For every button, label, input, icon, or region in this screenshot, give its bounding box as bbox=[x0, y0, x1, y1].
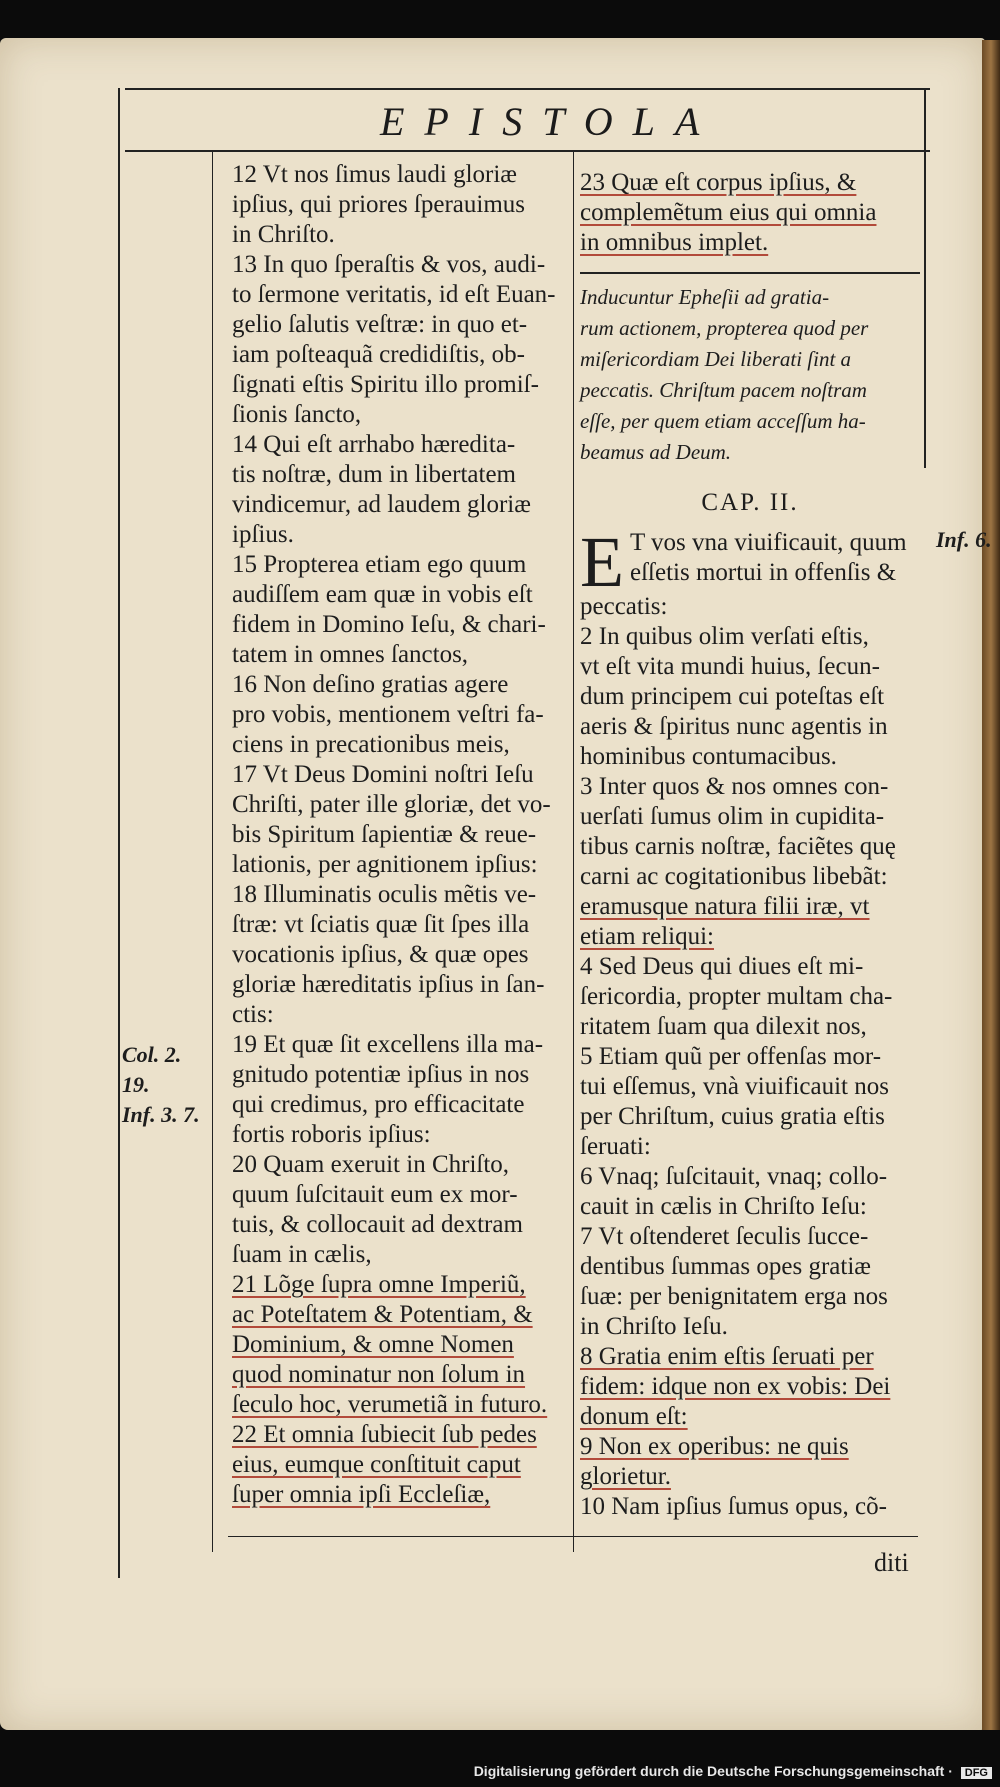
text-line: ſignati eſtis Spiritu illo promiſ- bbox=[232, 371, 539, 398]
outer-left-rule bbox=[118, 88, 120, 1578]
text-line: 10 Nam ipſius ſumus opus, cõ- bbox=[580, 1493, 887, 1520]
text-line: ciens in precationibus meis, bbox=[232, 731, 510, 758]
text-line: pro vobis, mentionem veſtri fa- bbox=[232, 701, 544, 728]
text-line: tibus carnis noſtræ, faciẽtes quę bbox=[580, 833, 896, 860]
text-line: cauit in cælis in Chriſto Ieſu: bbox=[580, 1193, 867, 1220]
summary-line: eſſe, per quem etiam acceſſum ha- bbox=[580, 409, 866, 433]
text-line: ctis: bbox=[232, 1001, 274, 1028]
text-line: eſſetis mortui in offenſis & bbox=[629, 559, 897, 586]
text-line: 7 Vt oſtenderet ſeculis ſucce- bbox=[580, 1223, 869, 1250]
summary-line: beamus ad Deum. bbox=[580, 440, 732, 464]
underlined-line: 23 Quæ eſt corpus ipſius, & bbox=[580, 169, 857, 196]
underlined-line: Dominium, & omne Nomen bbox=[232, 1331, 514, 1358]
text-line: ſericordia, propter multam cha- bbox=[580, 983, 893, 1010]
text-line: dum principem cui poteſtas eſt bbox=[580, 683, 885, 710]
text-line: uerſati ſumus olim in cupidita- bbox=[580, 803, 885, 830]
underlined-line: etiam reliqui: bbox=[580, 923, 714, 950]
text-line: 5 Etiam quũ per offenſas mor- bbox=[580, 1043, 882, 1070]
text-line: ritatem ſuam qua dilexit nos, bbox=[580, 1013, 867, 1040]
text-line: tuis, & collocauit ad dextram bbox=[232, 1211, 523, 1238]
text-line: qui credimus, pro efficacitate bbox=[232, 1091, 525, 1118]
underlined-line: quod nominatur non ſolum in bbox=[232, 1361, 526, 1388]
text-line: ſtræ: vt ſciatis quæ ſit ſpes illa bbox=[232, 911, 530, 938]
header-bottom-rule bbox=[125, 150, 930, 152]
text-line: ſionis ſancto, bbox=[232, 401, 362, 428]
text-line: 18 Illuminatis oculis mẽtis ve- bbox=[232, 881, 537, 908]
margin-note-line: Inf. 3. 7. bbox=[122, 1102, 200, 1127]
underlined-line: complemẽtum eius qui omnia bbox=[580, 199, 877, 226]
text-line: 13 In quo ſperaſtis & vos, audi- bbox=[232, 251, 546, 278]
text-line: audiſſem eam quæ in vobis eſt bbox=[232, 581, 533, 608]
page-edge bbox=[982, 40, 1000, 1730]
text-line: hominibus contumacibus. bbox=[580, 743, 837, 770]
text-line: quum ſuſcitauit eum ex mor- bbox=[232, 1181, 518, 1208]
underlined-line: 21 Lõge ſupra omne Imperiũ, bbox=[232, 1271, 526, 1298]
text-line: tis noſtræ, dum in libertatem bbox=[232, 461, 516, 488]
text-line: aeris & ſpiritus nunc agentis in bbox=[580, 713, 888, 740]
text-line: ſeruati: bbox=[580, 1133, 651, 1160]
text-line: tui eſſemus, vnà viuificauit nos bbox=[580, 1073, 889, 1100]
underlined-line: 8 Gratia enim eſtis ſeruati per bbox=[580, 1343, 874, 1370]
text-line: vocationis ipſius, & quæ opes bbox=[232, 941, 529, 968]
margin-note-line: 19. bbox=[122, 1072, 150, 1097]
dfg-logo: DFG bbox=[961, 1767, 992, 1779]
text-line: 20 Quam exeruit in Chriſto, bbox=[232, 1151, 510, 1178]
text-line: T vos vna viuificauit, quum bbox=[629, 529, 907, 556]
credit-text: Digitalisierung gefördert durch die Deutsche Forschungsgemeinschaft · bbox=[473, 1763, 953, 1779]
running-head: EPISTOLA bbox=[380, 99, 720, 144]
underlined-line: 22 Et omnia ſubiecit ſub pedes bbox=[232, 1421, 537, 1448]
text-line: gelio ſalutis veſtræ: in quo et- bbox=[232, 311, 528, 338]
text-line: 17 Vt Deus Domini noſtri Ieſu bbox=[232, 761, 534, 788]
text-line: vt eſt vita mundi huius, ſecun- bbox=[580, 653, 880, 680]
underlined-line: ſuper omnia ipſi Eccleſiæ, bbox=[232, 1481, 491, 1508]
summary-line: Inducuntur Epheſii ad gratia- bbox=[580, 285, 830, 309]
text-line: gloriæ hæreditatis ipſius in ſan- bbox=[232, 971, 545, 998]
text-line: Chriſti, pater ille gloriæ, det vo- bbox=[232, 791, 551, 818]
underlined-line: eius, eumque conſtituit caput bbox=[232, 1451, 521, 1478]
text-line: per Chriſtum, cuius gratia eſtis bbox=[580, 1103, 885, 1130]
text-line: 14 Qui eſt arrhabo hæredita- bbox=[232, 431, 516, 458]
text-line: in Chriſto. bbox=[232, 221, 335, 248]
text-line: 4 Sed Deus qui diues eſt mi- bbox=[580, 953, 864, 980]
digitization-credit bbox=[474, 1763, 992, 1779]
text-line: ipſius, qui priores ſperauimus bbox=[232, 191, 526, 218]
right-rule bbox=[924, 88, 926, 468]
text-line: 2 In quibus olim verſati eſtis, bbox=[580, 623, 869, 650]
chapter-body bbox=[580, 522, 920, 1522]
text-line: 16 Non deſino gratias agere bbox=[232, 671, 509, 698]
text-line: 12 Vt nos ſimus laudi gloriæ bbox=[232, 161, 517, 188]
underlined-line: fidem: idque non ex vobis: Dei bbox=[580, 1373, 891, 1400]
column-divider bbox=[573, 152, 574, 1552]
text-line: dentibus ſummas opes gratiæ bbox=[580, 1253, 871, 1280]
underlined-line: eramusque natura filii iræ, vt bbox=[580, 893, 870, 920]
summary-line: peccatis. Chriſtum pacem noſtram bbox=[580, 378, 867, 402]
margin-note-left bbox=[122, 1040, 202, 1130]
text-line: bis Spiritum ſapientiæ & reue- bbox=[232, 821, 537, 848]
drop-cap: E bbox=[580, 522, 624, 602]
catchword: diti bbox=[874, 1548, 909, 1577]
text-line: iam poſteaquã credidiſtis, ob- bbox=[232, 341, 525, 368]
text-line: vindicemur, ad laudem gloriæ bbox=[232, 491, 531, 518]
margin-note-right: Inf. 6. bbox=[936, 527, 992, 552]
chapter-heading: CAP. II. bbox=[701, 489, 799, 516]
text-line: 3 Inter quos & nos omnes con- bbox=[580, 773, 889, 800]
underlined-line: in omnibus implet. bbox=[580, 229, 769, 256]
text-line: ſuam in cælis, bbox=[232, 1241, 372, 1268]
underlined-line: ſeculo hoc, verumetiã in futuro. bbox=[232, 1391, 548, 1418]
text-line: 6 Vnaq; ſuſcitauit, vnaq; collo- bbox=[580, 1163, 888, 1190]
text-line: gnitudo potentiæ ipſius in nos bbox=[232, 1061, 530, 1088]
text-line: ipſius. bbox=[232, 521, 294, 548]
chapter-summary bbox=[580, 282, 920, 468]
underlined-line: glorietur. bbox=[580, 1463, 671, 1490]
underlined-line: ac Poteſtatem & Potentiam, & bbox=[232, 1301, 533, 1328]
summary-line: miſericordiam Dei liberati ſint a bbox=[580, 347, 852, 371]
text-line: 19 Et quæ ſit excellens illa ma- bbox=[232, 1031, 544, 1058]
summary-line: rum actionem, propterea quod per bbox=[580, 316, 869, 340]
underlined-line: donum eſt: bbox=[580, 1403, 688, 1430]
text-line: 15 Propterea etiam ego quum bbox=[232, 551, 527, 578]
text-line: tatem in omnes ſanctos, bbox=[232, 641, 469, 668]
margin-note-line: Col. 2. bbox=[122, 1042, 182, 1067]
left-column bbox=[232, 160, 564, 1510]
summary-top-rule bbox=[580, 272, 920, 274]
text-line: ſuæ: per benignitatem erga nos bbox=[580, 1283, 888, 1310]
underlined-line: 9 Non ex operibus: ne quis bbox=[580, 1433, 849, 1460]
text-line: fidem in Domino Ieſu, & chari- bbox=[232, 611, 546, 638]
text-line: fortis roboris ipſius: bbox=[232, 1121, 431, 1148]
header-top-rule bbox=[125, 88, 930, 90]
inner-left-rule bbox=[212, 152, 213, 1552]
text-line: lationis, per agnitionem ipſius: bbox=[232, 851, 538, 878]
right-column bbox=[580, 168, 920, 1522]
text-line: to ſermone veritatis, id eſt Euan- bbox=[232, 281, 556, 308]
text-line: carni ac cogitationibus libebãt: bbox=[580, 863, 888, 890]
text-line: peccatis: bbox=[580, 593, 668, 620]
text-line: in Chriſto Ieſu. bbox=[580, 1313, 728, 1340]
footer-rule bbox=[228, 1536, 918, 1537]
